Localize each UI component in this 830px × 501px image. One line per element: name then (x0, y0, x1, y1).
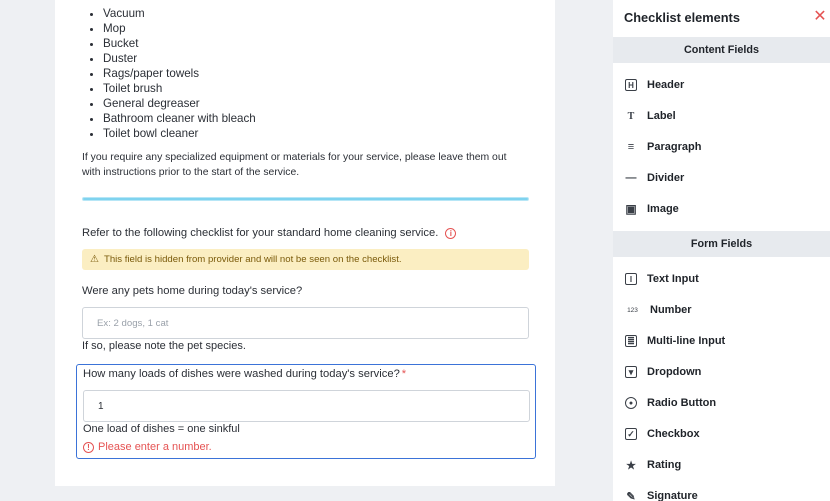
element-label: Dropdown (647, 366, 702, 378)
element-label: Signature (647, 490, 698, 501)
label-icon: T (627, 110, 635, 122)
element-label: Header (647, 79, 685, 91)
element-multiline-input[interactable] (625, 331, 725, 351)
dishes-error-text: Please enter a number. (98, 441, 212, 453)
info-icon[interactable]: i (445, 228, 456, 239)
element-image[interactable] (625, 199, 679, 219)
form-fields-header: Form Fields (613, 231, 830, 257)
list-item: • Bucket (103, 36, 256, 51)
element-text-input[interactable] (625, 269, 699, 289)
pets-input-placeholder: Ex: 2 dogs, 1 cat (97, 317, 169, 329)
required-marker: * (401, 368, 407, 380)
dishes-number-input[interactable] (83, 390, 530, 422)
equipment-list (103, 6, 256, 141)
element-label: Rating (647, 459, 682, 471)
instructions-paragraph: If you require any specialized equipment or materials for your service, please leave them out with instructions prior to the start of the service. (82, 152, 507, 178)
dishes-help-text: One load of dishes = one sinkful (83, 423, 240, 435)
list-item: • Duster (103, 51, 256, 66)
list-item: • Toilet bowl cleaner (103, 126, 256, 141)
checkbox-icon: ✓ (625, 428, 637, 440)
paragraph-icon: ≡ (627, 141, 635, 153)
element-label: Paragraph (647, 141, 702, 153)
dishes-question-label (83, 368, 406, 380)
dishes-input-value: 1 (98, 400, 104, 412)
checklist-elements-panel (613, 0, 830, 501)
warning-icon: ⚠ (90, 254, 99, 265)
element-label: Checkbox (647, 428, 700, 440)
element-label-field[interactable] (625, 106, 676, 126)
divider-icon: — (625, 172, 637, 184)
rating-icon: ★ (626, 459, 636, 472)
error-icon: ! (83, 442, 94, 453)
content-fields-header: Content Fields (613, 37, 830, 63)
list-item: • Mop (103, 21, 256, 36)
dishes-error (83, 441, 212, 453)
element-label: Radio Button (647, 397, 717, 409)
element-label: Multi-line Input (647, 335, 726, 347)
signature-icon: ✎ (626, 490, 636, 501)
element-label: Text Input (647, 273, 699, 285)
close-icon[interactable]: ✕ (813, 8, 827, 25)
divider-element[interactable] (82, 197, 529, 201)
element-label: Number (650, 304, 692, 316)
element-dropdown[interactable] (625, 362, 701, 382)
hidden-field-notice-text: This field is hidden from provider and will not be seen on the checklist. (103, 254, 402, 265)
list-item: • General degreaser (103, 96, 256, 111)
dropdown-icon: ▾ (625, 366, 637, 378)
text-input-icon: I (625, 273, 637, 285)
dishes-question-text: How many loads of dishes were washed during today's service? (83, 368, 400, 380)
list-item: • Toilet brush (103, 81, 256, 96)
pets-input[interactable] (82, 307, 529, 339)
element-paragraph[interactable] (625, 137, 701, 157)
element-label: Label (647, 110, 676, 122)
checklist-label[interactable] (82, 227, 456, 239)
element-checkbox[interactable] (625, 424, 700, 444)
header-icon: H (625, 79, 637, 91)
element-signature[interactable] (625, 486, 698, 501)
form-canvas (55, 0, 555, 486)
element-number[interactable] (625, 300, 692, 320)
checklist-label-text: Refer to the following checklist for your standard home cleaning service. (82, 227, 439, 239)
list-item: • Rags/paper towels (103, 66, 256, 81)
element-rating[interactable] (625, 455, 681, 475)
radio-button-icon: ● (625, 397, 637, 409)
list-item: • Bathroom cleaner with bleach (103, 111, 256, 126)
element-header[interactable] (625, 75, 684, 95)
pets-question-label: Were any pets home during today's service? (82, 285, 303, 297)
dishes-question-block[interactable] (76, 364, 536, 459)
image-icon: ▣ (625, 202, 637, 216)
element-radio-button[interactable] (625, 393, 716, 413)
hidden-field-notice (82, 249, 529, 270)
pets-help-text: If so, please note the pet species. (82, 340, 246, 352)
multiline-input-icon: ≣ (625, 335, 637, 347)
number-icon: 123 (627, 306, 638, 314)
panel-title: Checklist elements (624, 10, 740, 25)
element-label: Image (647, 203, 679, 215)
element-divider[interactable] (625, 168, 684, 188)
element-label: Divider (647, 172, 685, 184)
list-item: • Vacuum (103, 6, 256, 21)
